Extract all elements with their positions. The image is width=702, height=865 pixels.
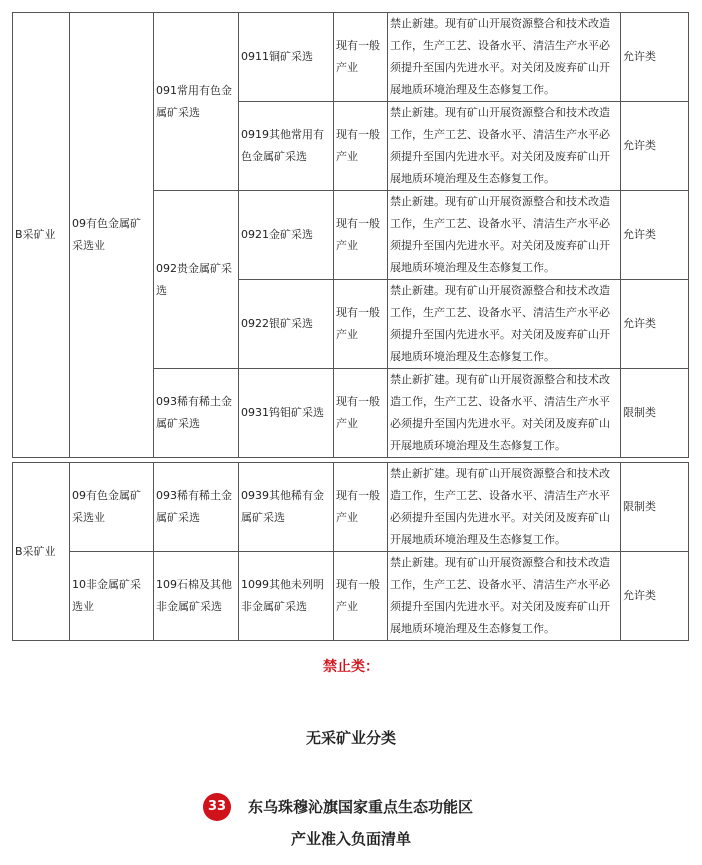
requirement-cell: 禁止新扩建。现有矿山开展资源整合和技术改造工作，生产工艺、设备水平、清洁生产水平必须提升至国内先进水平。对关闭及废弃矿山开展地质环境治理及生态修复工作。 xyxy=(388,369,621,458)
prohibited-category-heading: 禁止类： xyxy=(323,659,379,675)
class-cell: 0921金矿采选 xyxy=(239,191,334,280)
category-cell: B采矿业 xyxy=(13,13,70,458)
type-cell: 限制类 xyxy=(621,369,689,458)
zone-title: 东乌珠穆沁旗国家重点生态功能区 xyxy=(248,798,474,816)
class-cell: 0939其他稀有金属矿采选 xyxy=(239,463,334,552)
type-cell: 限制类 xyxy=(621,463,689,552)
status-cell: 现有一般产业 xyxy=(334,552,388,641)
requirement-cell: 禁止新建。现有矿山开展资源整合和技术改造工作，生产工艺、设备水平、清洁生产水平必须提升至国内先进水平。对关闭及废弃矿山开展地质环境治理及生态修复工作。 xyxy=(388,552,621,641)
industry-table-2 xyxy=(12,462,689,641)
industry-table-1 xyxy=(12,12,689,458)
group-cell: 093稀有稀土金属矿采选 xyxy=(154,463,239,552)
requirement-cell: 禁止新建。现有矿山开展资源整合和技术改造工作，生产工艺、设备水平、清洁生产水平必须提升至国内先进水平。对关闭及废弃矿山开展地质环境治理及生态修复工作。 xyxy=(388,191,621,280)
status-cell: 现有一般产业 xyxy=(334,191,388,280)
no-mining-category-text: 无采矿业分类 xyxy=(305,729,396,747)
negative-list-title: 产业准入负面清单 xyxy=(290,830,411,848)
group-cell: 093稀有稀土金属矿采选 xyxy=(154,369,239,458)
status-cell: 现有一般产业 xyxy=(334,463,388,552)
status-cell: 现有一般产业 xyxy=(334,13,388,102)
requirement-cell: 禁止新扩建。现有矿山开展资源整合和技术改造工作，生产工艺、设备水平、清洁生产水平必须提升至国内先进水平。对关闭及废弃矿山开展地质环境治理及生态修复工作。 xyxy=(388,463,621,552)
group-cell: 092贵金属矿采选 xyxy=(154,191,239,369)
section-number-badge: 33 xyxy=(203,793,231,821)
status-cell: 现有一般产业 xyxy=(334,369,388,458)
type-cell: 允许类 xyxy=(621,13,689,102)
type-cell: 允许类 xyxy=(621,280,689,369)
type-cell: 允许类 xyxy=(621,191,689,280)
requirement-cell: 禁止新建。现有矿山开展资源整合和技术改造工作，生产工艺、设备水平、清洁生产水平必须提升至国内先进水平。对关闭及废弃矿山开展地质环境治理及生态修复工作。 xyxy=(388,280,621,369)
status-cell: 现有一般产业 xyxy=(334,102,388,191)
class-cell: 0931钨钼矿采选 xyxy=(239,369,334,458)
type-cell: 允许类 xyxy=(621,102,689,191)
type-cell: 允许类 xyxy=(621,552,689,641)
major-cell: 10非金属矿采选业 xyxy=(70,552,154,641)
requirement-cell: 禁止新建。现有矿山开展资源整合和技术改造工作，生产工艺、设备水平、清洁生产水平必须提升至国内先进水平。对关闭及废弃矿山开展地质环境治理及生态修复工作。 xyxy=(388,102,621,191)
status-cell: 现有一般产业 xyxy=(334,280,388,369)
class-cell: 0911铜矿采选 xyxy=(239,13,334,102)
class-cell: 0922银矿采选 xyxy=(239,280,334,369)
class-cell: 1099其他未列明非金属矿采选 xyxy=(239,552,334,641)
major-cell: 09有色金属矿采选业 xyxy=(70,463,154,552)
requirement-cell: 禁止新建。现有矿山开展资源整合和技术改造工作，生产工艺、设备水平、清洁生产水平必须提升至国内先进水平。对关闭及废弃矿山开展地质环境治理及生态修复工作。 xyxy=(388,13,621,102)
major-cell: 09有色金属矿采选业 xyxy=(70,13,154,458)
group-cell: 109石棉及其他非金属矿采选 xyxy=(154,552,239,641)
group-cell: 091常用有色金属矿采选 xyxy=(154,13,239,191)
class-cell: 0919其他常用有色金属矿采选 xyxy=(239,102,334,191)
category-cell: B采矿业 xyxy=(13,463,70,641)
